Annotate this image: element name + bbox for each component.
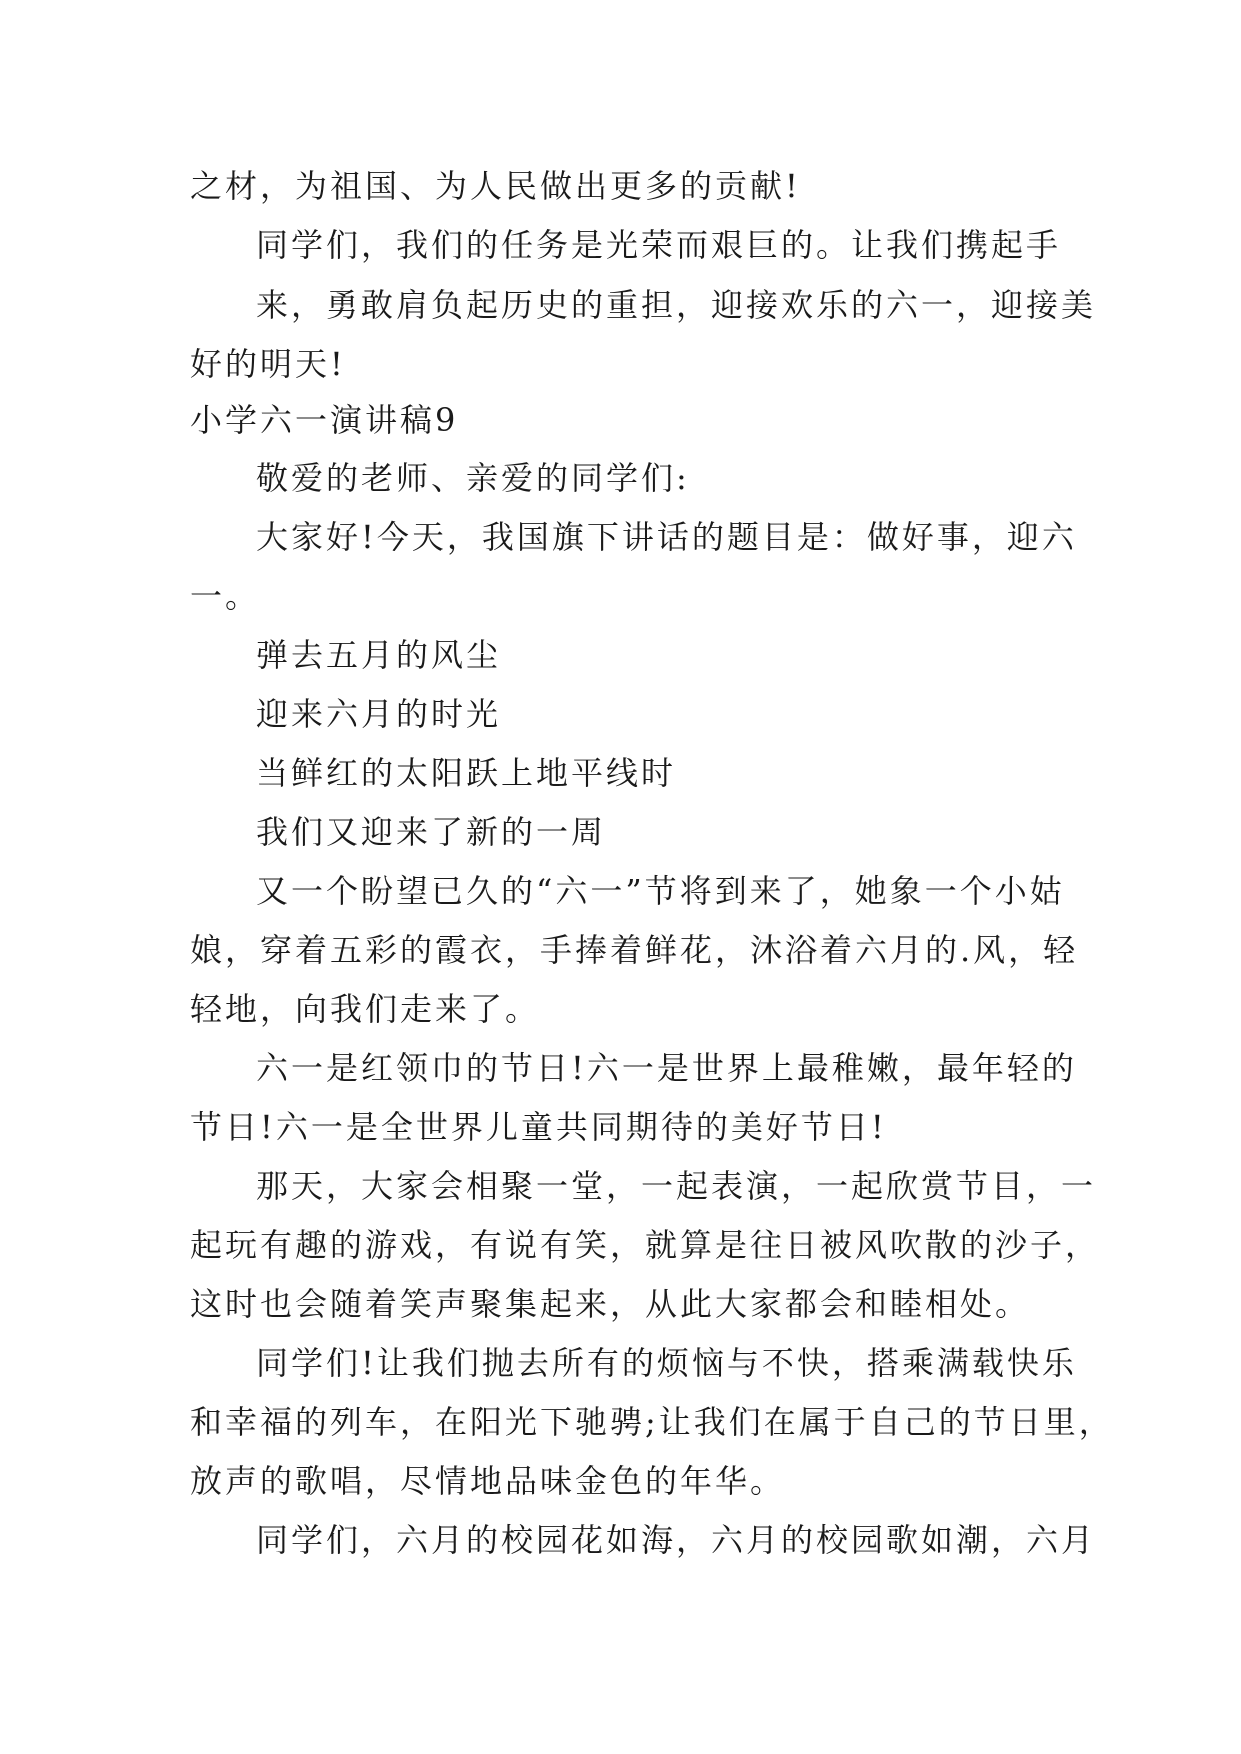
text-line: 敬爱的老师、亲爱的同学们:	[256, 459, 690, 497]
text-line: 又一个盼望已久的“六一”节将到来了，她象一个小姑	[256, 872, 1065, 910]
text-line: 弹去五月的风尘	[256, 636, 502, 674]
text-line: 放声的歌唱，尽情地品味金色的年华。	[190, 1462, 786, 1500]
text-line: 同学们!让我们抛去所有的烦恼与不快，搭乘满载快乐	[256, 1344, 1077, 1382]
text-line: 那天，大家会相聚一堂，一起表演，一起欣赏节目，一	[256, 1167, 1097, 1205]
text-line: 来，勇敢肩负起历史的重担，迎接欢乐的六一，迎接美	[256, 286, 1097, 324]
text-line: 好的明天!	[190, 345, 346, 383]
text-line: 大家好!今天，我国旗下讲话的题目是：做好事，迎六	[256, 518, 1077, 556]
text-line: 这时也会随着笑声聚集起来，从此大家都会和睦相处。	[190, 1285, 1031, 1323]
text-line: 节日!六一是全世界儿童共同期待的美好节日!	[190, 1108, 887, 1146]
text-line: 我们又迎来了新的一周	[256, 813, 607, 851]
text-line: 轻地，向我们走来了。	[190, 990, 541, 1028]
text-line: 一。	[190, 577, 261, 615]
text-line: 迎来六月的时光	[256, 695, 502, 733]
text-line: 同学们，六月的校园花如海，六月的校园歌如潮，六月	[256, 1521, 1097, 1559]
section-title: 小学六一演讲稿9	[190, 401, 459, 439]
text-line: 六一是红领巾的节日!六一是世界上最稚嫩，最年轻的	[256, 1049, 1077, 1087]
text-line: 和幸福的列车，在阳光下驰骋;让我们在属于自己的节日里，	[190, 1403, 1114, 1441]
text-line: 当鲜红的太阳跃上地平线时	[256, 754, 677, 792]
text-line: 之材，为祖国、为人民做出更多的贡献!	[190, 167, 801, 205]
text-line: 同学们，我们的任务是光荣而艰巨的。让我们携起手	[256, 226, 1062, 264]
text-line: 娘，穿着五彩的霞衣，手捧着鲜花，沐浴着六月的.风，轻	[190, 931, 1079, 969]
text-line: 起玩有趣的游戏，有说有笑，就算是往日被风吹散的沙子，	[190, 1226, 1101, 1264]
